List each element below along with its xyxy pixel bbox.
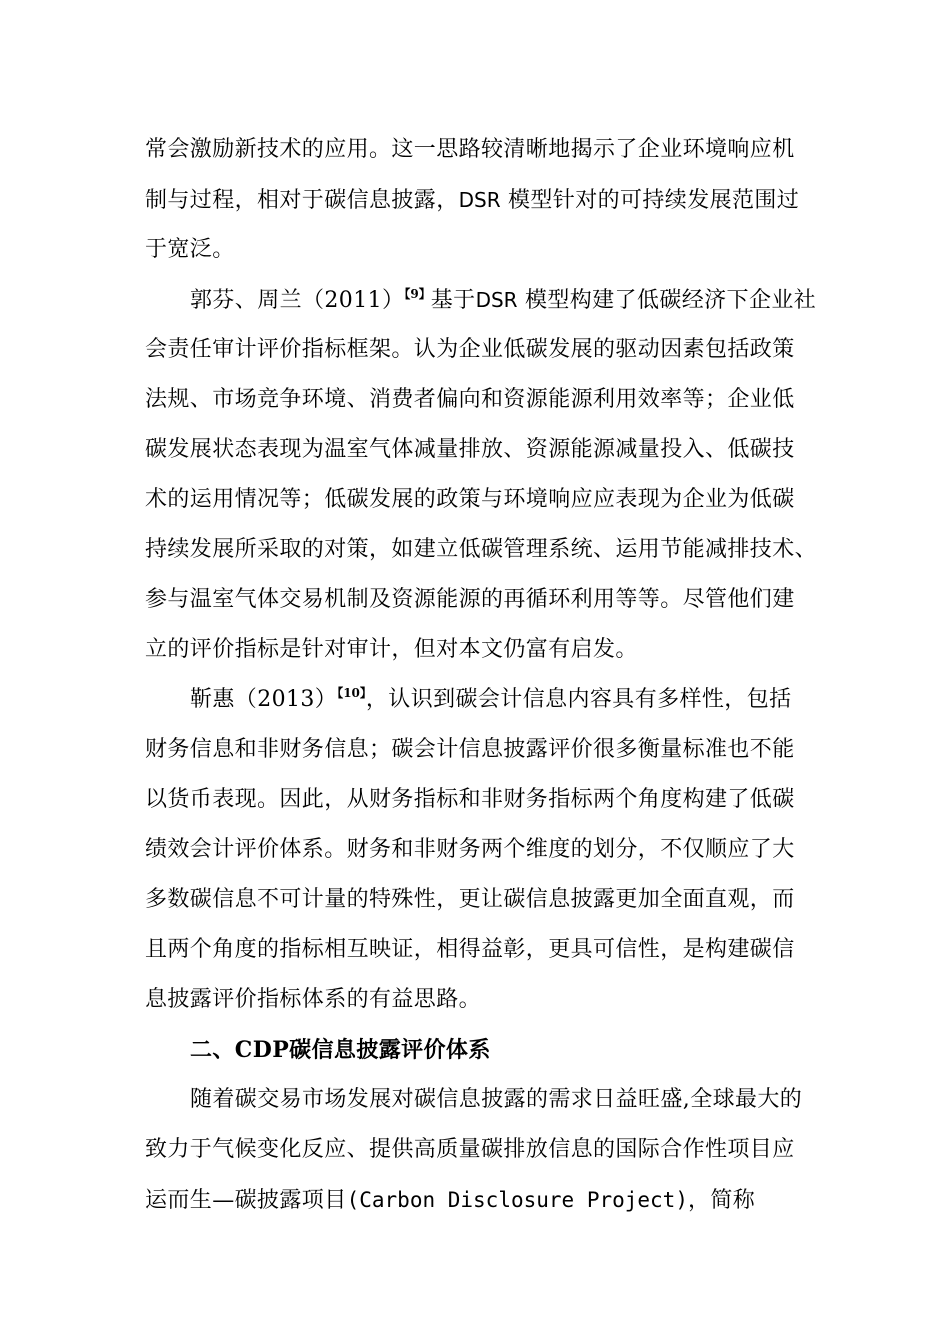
text-run: 于宽泛。 bbox=[145, 237, 235, 262]
citation-reference: 【10】 bbox=[337, 686, 366, 700]
paragraph-2-line-2 bbox=[145, 335, 825, 365]
text-run: 以货币表现。因此，从财务指标和非财务指标两个角度构建了低碳 bbox=[145, 787, 795, 812]
text-run: 制与过程，相对于碳信息披露， bbox=[145, 188, 459, 213]
paragraph-3-line-4 bbox=[145, 835, 825, 865]
text-run: 息披露评价指标体系的有益思路。 bbox=[145, 987, 482, 1012]
paragraph-2-line-8 bbox=[145, 635, 825, 665]
paragraph-2-line-7 bbox=[145, 585, 825, 615]
text-run: 模型针对的可持续发展范围过 bbox=[500, 188, 800, 213]
text-run: ，简称 bbox=[687, 1188, 756, 1213]
paragraph-4-line-2 bbox=[145, 1135, 825, 1165]
text-run: 运而生—碳披露项目 bbox=[145, 1188, 347, 1213]
text-run: 致力于气候变化反应、提供高质量碳排放信息的国际合作性项目应 bbox=[145, 1137, 795, 1162]
text-run: 立的评价指标是针对审计，但对本文仍富有启发。 bbox=[145, 637, 638, 662]
paragraph-2-line-6 bbox=[145, 535, 825, 565]
paragraph-3-line-6 bbox=[145, 935, 825, 965]
section-heading: 二、CDP碳信息披露评价体系 bbox=[190, 1037, 491, 1063]
text-run: 碳发展状态表现为温室气体减量排放、资源能源减量投入、低碳技 bbox=[145, 437, 795, 462]
text-run: 绩效会计评价体系。财务和非财务两个维度的划分，不仅顺应了大 bbox=[145, 837, 795, 862]
text-run: 基于 bbox=[430, 288, 476, 313]
paragraph-1-line-3 bbox=[145, 235, 825, 265]
paragraph-1-line-1 bbox=[145, 135, 825, 165]
paragraph-4-line-3 bbox=[145, 1185, 825, 1216]
paragraph-4-line-1 bbox=[190, 1085, 870, 1115]
text-run: 模型构建了低碳经济下企业社 bbox=[517, 288, 817, 313]
text-run: 多数碳信息不可计量的特殊性，更让碳信息披露更加全面直观，而 bbox=[145, 887, 795, 912]
paragraph-1-line-2 bbox=[145, 185, 825, 216]
paragraph-2-line-4 bbox=[145, 435, 825, 465]
text-run: 常会激励新技术的应用。这一思路较清晰地揭示了企业环境响应机 bbox=[145, 137, 795, 162]
text-run: 会责任审计评价指标框架。认为企业低碳发展的驱动因素包括政策 bbox=[145, 337, 795, 362]
citation-reference: 【9】 bbox=[404, 287, 431, 301]
paragraph-3-line-7 bbox=[145, 985, 825, 1015]
paragraph-2-line-3 bbox=[145, 385, 825, 415]
text-run: 术的运用情况等；低碳发展的政策与环境响应应表现为企业为低碳 bbox=[145, 487, 795, 512]
paragraph-2-line-1 bbox=[190, 285, 870, 316]
paragraph-3-line-2 bbox=[145, 735, 825, 765]
text-run: 财务信息和非财务信息；碳会计信息披露评价很多衡量标准也不能 bbox=[145, 737, 795, 762]
text-run: ，认识到碳会计信息内容具有多样性，包括 bbox=[365, 687, 792, 712]
text-run: 持续发展所采取的对策，如建立低碳管理系统、运用节能减排技术、 bbox=[145, 537, 818, 562]
paragraph-2-line-5 bbox=[145, 485, 825, 515]
text-run: 且两个角度的指标相互映证，相得益彰，更具可信性，是构建碳信 bbox=[145, 937, 795, 962]
paragraph-3-line-3 bbox=[145, 785, 825, 815]
project-name-term: (Carbon Disclosure Project) bbox=[346, 1188, 688, 1212]
text-run: 参与温室气体交易机制及资源能源的再循环利用等等。尽管他们建 bbox=[145, 587, 795, 612]
paragraph-3-line-5 bbox=[145, 885, 825, 915]
text-run: 靳惠（2013） bbox=[190, 687, 338, 712]
dsr-term: DSR bbox=[458, 188, 501, 212]
dsr-term: DSR bbox=[475, 288, 518, 312]
text-run: 法规、市场竞争环境、消费者偏向和资源能源利用效率等；企业低 bbox=[145, 387, 795, 412]
text-run: 郭芬、周兰（2011） bbox=[190, 288, 405, 313]
text-run: 随着碳交易市场发展对碳信息披露的需求日益旺盛,全球最大的 bbox=[190, 1087, 803, 1112]
paragraph-3-line-1 bbox=[190, 685, 870, 715]
